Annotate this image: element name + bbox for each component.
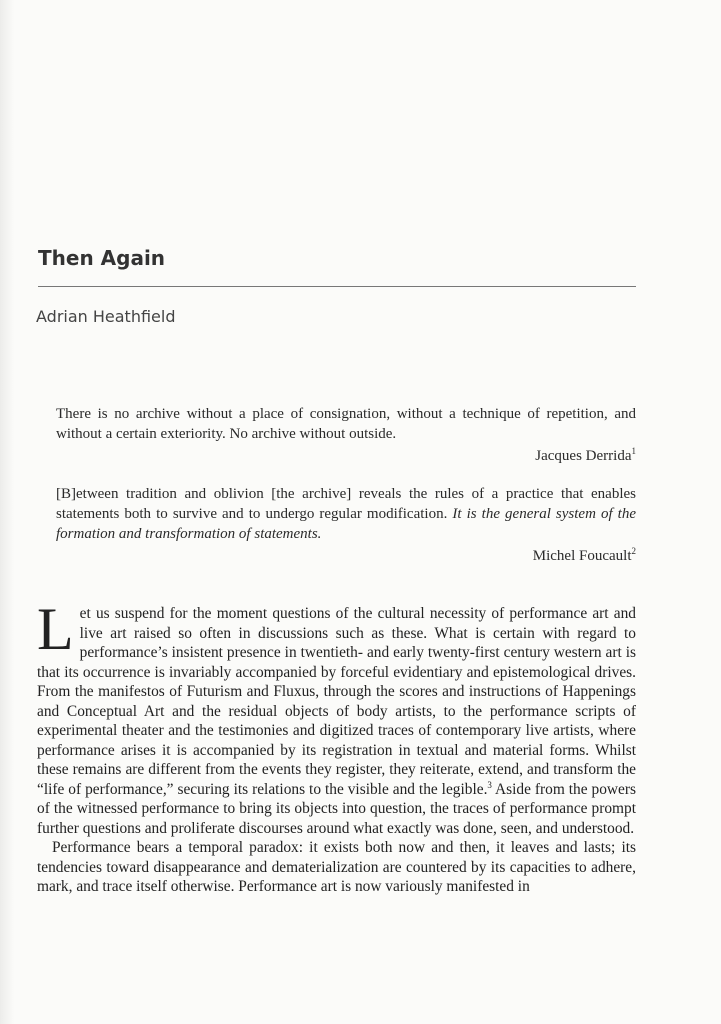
footnote-marker: 1 [631, 446, 636, 456]
epigraph-text-plain: [B]etween tradition and oblivion [the archive] reveals the rules of a practice that enables statements both to survive and to undergo regular modification. [56, 486, 636, 522]
article-title: Then Again [38, 246, 166, 270]
footnote-marker: 3 [487, 779, 492, 790]
article-author: Adrian Heathfield [36, 307, 176, 326]
paragraph-text-cont: Aside from the powers of the witnessed performance to bring its objects into question, the traces of performance prompt further questions and proliferate discourses around what exactly was done, seen, and understood. [37, 780, 636, 837]
title-rule [38, 286, 636, 287]
drop-cap: L [37, 596, 74, 662]
body-paragraph [37, 596, 636, 838]
epigraph-attribution [56, 446, 636, 466]
footnote-marker: 2 [631, 546, 636, 556]
epigraph-derrida [56, 404, 636, 466]
paragraph-text: et us suspend for the moment questions of the cultural necessity of performance art and live art raised so often in discussions such as these. What is certain with regard to performance’s insistent presence in twentieth- and early twenty-first century western art is that its occurrence is invariably accompanied by forceful evidentiary and epistemological drives. From the manifestos of Futurism and Fluxus, through the scores and instructions of Happenings and Conceptual Art and the residual objects of body artists, to the performance scripts of experimental theater and the testimonies and digitized traces of contemporary live artists, where performance arises it is accompanied by its registration in textual and material forms. Whilst these remains are different from the events they register, they reiterate, extend, and transform the “life of performance,” securing its relations to the visible and the legible. [37, 605, 636, 798]
epigraph-text-italic: It is the general system of the formation and transformation of statements. [56, 506, 637, 542]
page-edge [0, 0, 14, 1024]
attribution-name: Jacques Derrida [535, 448, 632, 464]
epigraph-foucault [56, 484, 636, 566]
epigraph-text: There is no archive without a place of consignation, without a technique of repetition, and without a certain exteriority. No archive without outside. [56, 406, 636, 442]
attribution-name: Michel Foucault [532, 548, 632, 564]
epigraph-attribution [56, 546, 636, 566]
epigraph-text [56, 484, 636, 544]
article-body [37, 596, 636, 897]
body-paragraph: Performance bears a temporal paradox: it exists both now and then, it leaves and lasts; its tendencies toward disappearance and dematerialization are countered by its capacities to adhere, mark, and trace itself otherwise. Performance art is now variously manifested in [37, 839, 636, 895]
